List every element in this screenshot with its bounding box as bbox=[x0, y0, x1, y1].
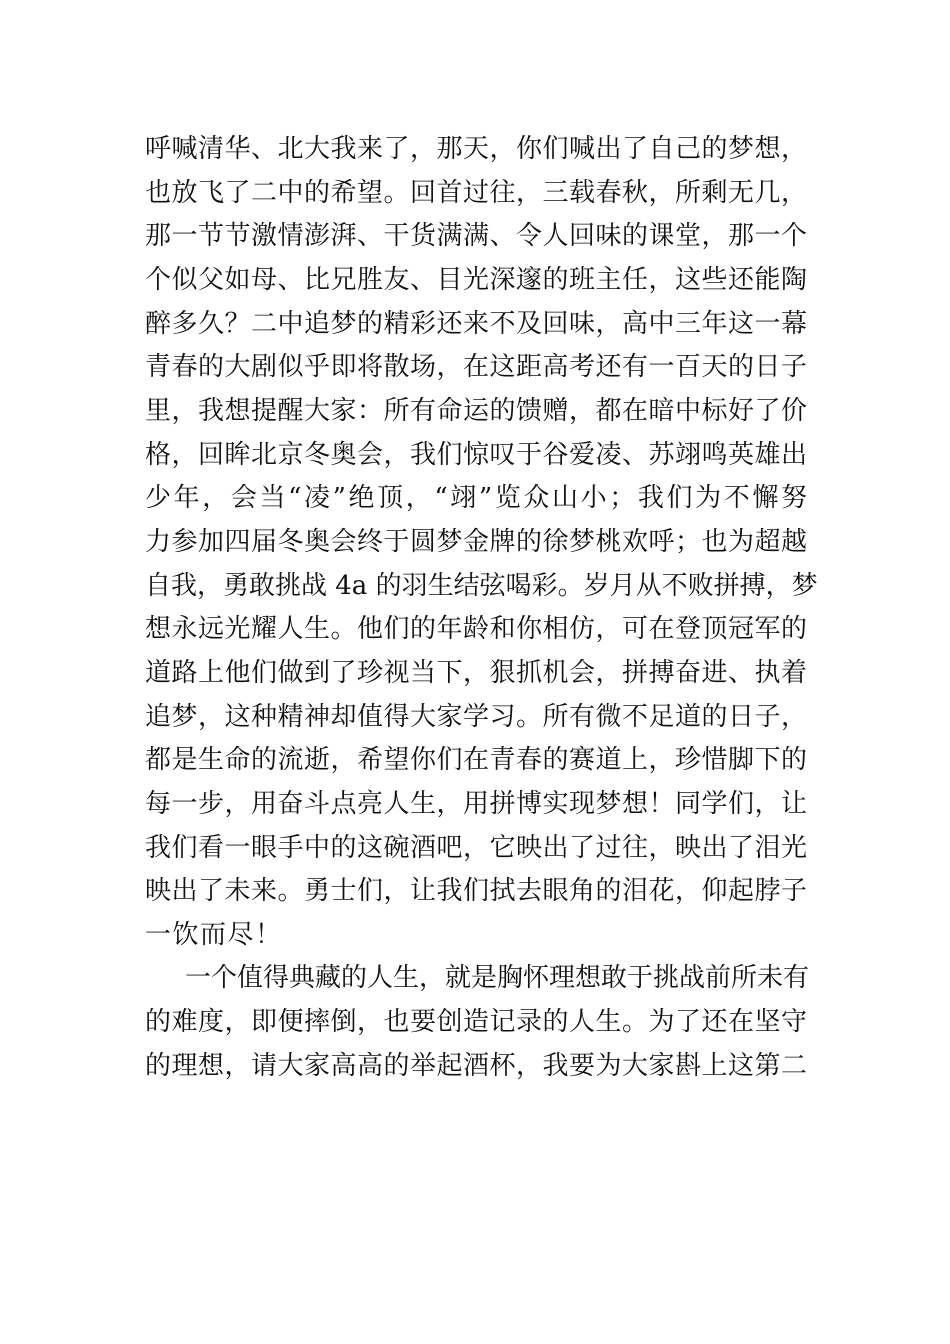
text-line: 青春的大剧似乎即将散场，在这距高考还有一百天的日子 bbox=[145, 352, 807, 383]
text-line: 力参加四届冬奥会终于圆梦金牌的徐梦桃欢呼；也为超越 bbox=[145, 526, 807, 557]
text-line: 也放飞了二中的希望。回首过往，三载春秋，所剩无几， bbox=[145, 177, 807, 208]
text-line: 那一节节激情澎湃、干货满满、令人回味的课堂，那一个 bbox=[145, 221, 807, 252]
text-line: 我们看一眼手中的这碗酒吧，它映出了过往，映出了泪光 bbox=[145, 832, 807, 863]
text-line: 想永远光耀人生。他们的年龄和你相仿，可在登顶冠军的 bbox=[145, 614, 807, 645]
text-line: 格，回眸北京冬奥会，我们惊叹于谷爱凌、苏翊鸣英雄出 bbox=[145, 439, 807, 470]
text-line: 都是生命的流逝，希望你们在青春的赛道上，珍惜脚下的 bbox=[145, 745, 807, 776]
paragraph-first-line: 一个值得典藏的人生，就是胸怀理想敢于挑战前所未有 bbox=[185, 963, 810, 994]
text-line: 的难度，即便摔倒，也要创造记录的人生。为了还在坚守 bbox=[145, 1007, 807, 1038]
text-line: 道路上他们做到了珍视当下，狠抓机会，拼搏奋进、执着 bbox=[145, 657, 807, 688]
text-line: 里，我想提醒大家：所有命运的馈赠，都在暗中标好了价 bbox=[145, 395, 807, 426]
text-line: 醉多久？二中追梦的精彩还来不及回味，高中三年这一幕 bbox=[145, 308, 807, 339]
text-line: 一饮而尽！ bbox=[145, 919, 283, 950]
text-line: 映出了未来。勇士们，让我们拭去眼角的泪花，仰起脖子 bbox=[145, 876, 807, 907]
text-line: 追梦，这种精神却值得大家学习。所有微不足道的日子， bbox=[145, 701, 807, 732]
text-line: 每一步，用奋斗点亮人生，用拼博实现梦想！同学们，让 bbox=[145, 788, 807, 819]
text-line: 自我，勇敢挑战 4a 的羽生结弦喝彩。岁月从不败拼搏，梦 bbox=[145, 570, 818, 601]
text-line: 个似父如母、比兄胜友、目光深邃的班主任，这些还能陶 bbox=[145, 264, 807, 295]
text-line: 的理想，请大家高高的举起酒杯，我要为大家斟上这第二 bbox=[145, 1050, 807, 1081]
text-line: 少年，会当“凌”绝顶，“翊”览众山小；我们为不懈努 bbox=[145, 483, 807, 514]
text-line: 呼喊清华、北大我来了，那天，你们喊出了自己的梦想， bbox=[145, 134, 807, 164]
document-page bbox=[145, 128, 818, 1088]
